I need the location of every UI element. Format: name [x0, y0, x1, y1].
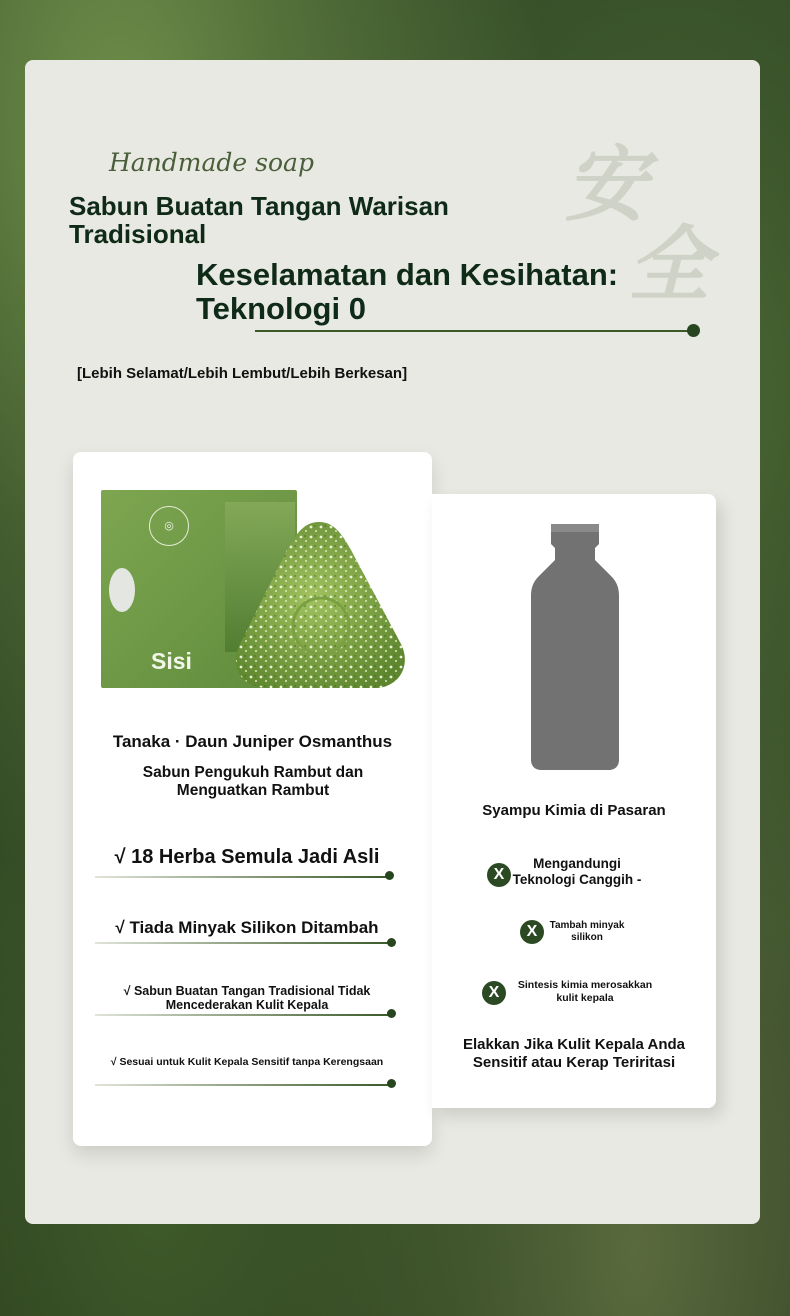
feature-divider	[95, 1084, 391, 1086]
brand-logo-icon: ◎	[149, 506, 189, 546]
box-oval-label	[109, 568, 135, 612]
comparison-item-chemical: Sintesis kimia merosakkan kulit kepala	[517, 979, 653, 1004]
tagline: [Lebih Selamat/Lebih Lembut/Lebih Berkesan]	[77, 365, 408, 382]
x-mark-icon: X	[482, 981, 506, 1005]
product-name: Tanaka · Daun Juniper Osmanthus	[112, 732, 393, 751]
feature-divider	[95, 1014, 391, 1016]
feature-divider	[95, 942, 391, 944]
product-card	[73, 452, 432, 1146]
feature-no-silicone: √ Tiada Minyak Silikon Ditambah	[115, 918, 379, 937]
comparison-warning: Elakkan Jika Kulit Kepala Anda Sensitif atau Kerap Teriritasi	[462, 1036, 686, 1071]
decor-char-quan: 全	[628, 217, 710, 313]
comparison-item-technology: Mengandungi Teknologi Canggih -	[512, 856, 642, 887]
feature-herbs: √ 18 Herba Semula Jadi Asli	[114, 846, 380, 868]
box-brand-label: Sisi	[151, 648, 192, 674]
handmade-script-title: Handmade soap	[109, 148, 314, 177]
shampoo-bottle-icon	[529, 524, 621, 770]
comparison-card	[432, 494, 716, 1108]
x-mark-icon: X	[487, 863, 511, 887]
comparison-title: Syampu Kimia di Pasaran	[482, 802, 666, 819]
feature-sensitive-scalp: √ Sesuai untuk Kulit Kepala Sensitif tanpa Kerengsaan	[110, 1056, 384, 1068]
feature-divider-dot	[385, 871, 394, 880]
heading-safety-technology: Keselamatan dan Kesihatan: Teknologi 0	[196, 257, 619, 326]
heading-traditional-soap: Sabun Buatan Tangan Warisan Tradisional	[69, 191, 449, 249]
feature-handmade: √ Sabun Buatan Tangan Tradisional Tidak Mencederakan Kulit Kepala	[123, 984, 371, 1012]
decor-char-an: 安	[565, 137, 647, 233]
product-subtitle: Sabun Pengukuh Rambut dan Menguatkan Rambut	[142, 764, 364, 799]
feature-divider-dot	[387, 1009, 396, 1018]
heading-underline	[255, 330, 695, 332]
main-panel	[25, 60, 760, 1224]
feature-divider	[95, 876, 389, 878]
comparison-item-silicone: Tambah minyak silikon	[549, 920, 625, 943]
heading-underline-dot	[687, 324, 700, 337]
x-mark-icon: X	[520, 920, 544, 944]
feature-divider-dot	[387, 938, 396, 947]
soap-bar-image	[229, 514, 411, 690]
feature-divider-dot	[387, 1079, 396, 1088]
